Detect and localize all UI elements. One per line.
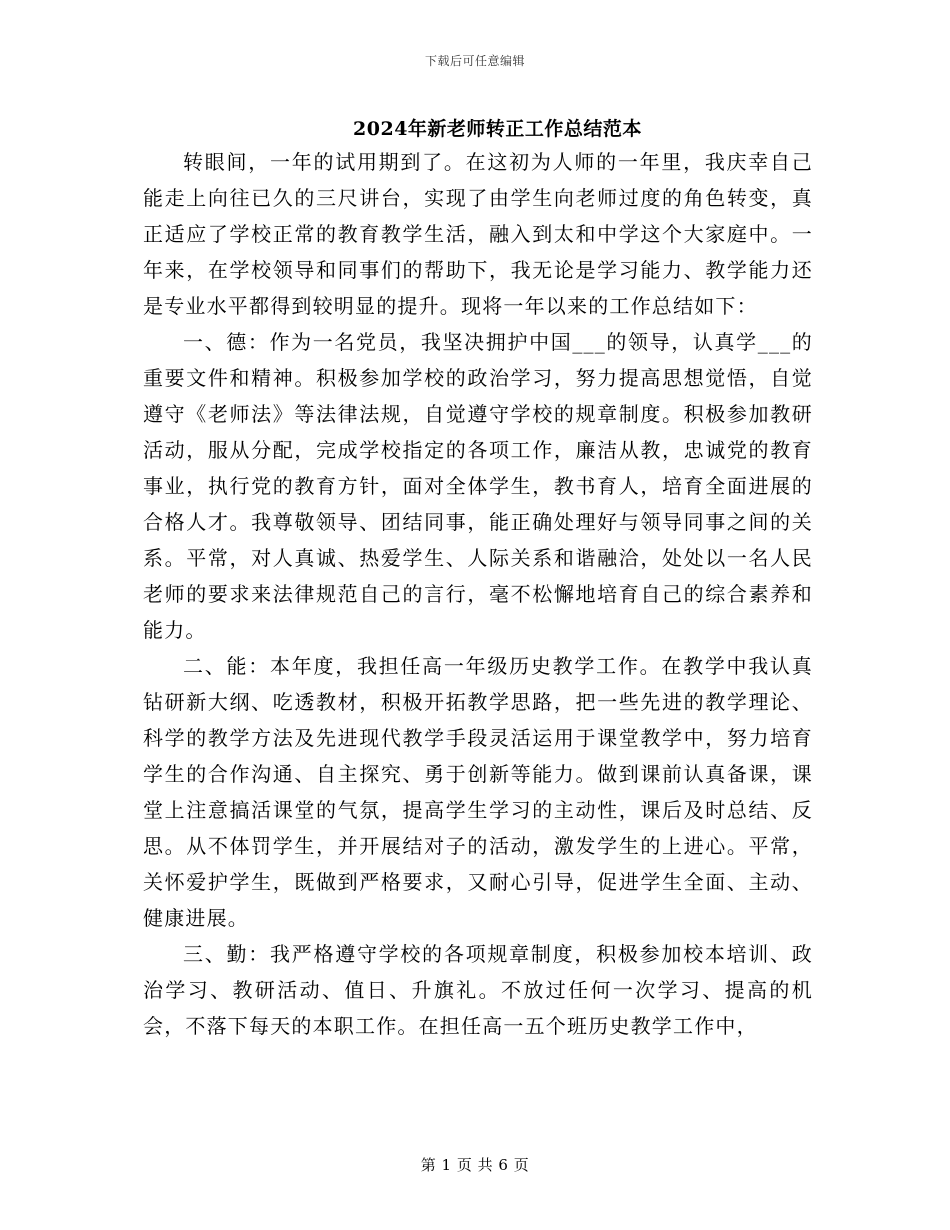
paragraph-diligence: 三、勤：我严格遵守学校的各项规章制度，积极参加校本培训、政治学习、教研活动、值日、升旗礼。不放过任何一次学习、提高的机会，不落下每天的本职工作。在担任高一五个班历史教学工作中，	[143, 942, 813, 1038]
page-number-footer: 第 1 页 共 6 页	[420, 1156, 530, 1174]
paragraph-ability: 二、能：本年度，我担任高一年级历史教学工作。在教学中我认真钻研新大纲、吃透教材，积极开拓教学思路，把一些先进的教学理论、科学的教学方法及先进现代教学手段灵活运用于课堂教学中，努力培育学生的合作沟通、自主探究、勇于创新等能力。做到课前认真备课，课堂上注意搞活课堂的气氛，提高学生学习的主动性，课后及时总结、反思。从不体罚学生，并开展结对子的活动，激发学生的上进心。平常，关怀爱护学生，既做到严格要求，又耐心引导，促进学生全面、主动、健康进展。	[143, 654, 813, 930]
document-body	[143, 144, 813, 1044]
paragraph-intro: 转眼间，一年的试用期到了。在这初为人师的一年里，我庆幸自己能走上向往已久的三尺讲台，实现了由学生向老师过度的角色转变，真正适应了学校正常的教育教学生活，融入到太和中学这个大家庭中。一年来，在学校领导和同事们的帮助下，我无论是学习能力、教学能力还是专业水平都得到较明显的提升。现将一年以来的工作总结如下：	[143, 150, 813, 318]
header-note: 下载后可任意编辑	[424, 54, 525, 68]
document-title: 2024年新老师转正工作总结范本	[353, 118, 642, 140]
paragraph-morality: 一、德：作为一名党员，我坚决拥护中国___的领导，认真学___的重要文件和精神。积极参加学校的政治学习，努力提高思想觉悟，自觉遵守《老师法》等法律法规，自觉遵守学校的规章制度。积极参加教研活动，服从分配，完成学校指定的各项工作，廉洁从教，忠诚党的教育事业，执行党的教育方针，面对全体学生，教书育人，培育全面进展的合格人才。我尊敬领导、团结同事，能正确处理好与领导同事之间的关系。平常，对人真诚、热爱学生、人际关系和谐融洽，处处以一名人民老师的要求来法律规范自己的言行，毫不松懈地培育自己的综合素养和能力。	[143, 330, 813, 642]
